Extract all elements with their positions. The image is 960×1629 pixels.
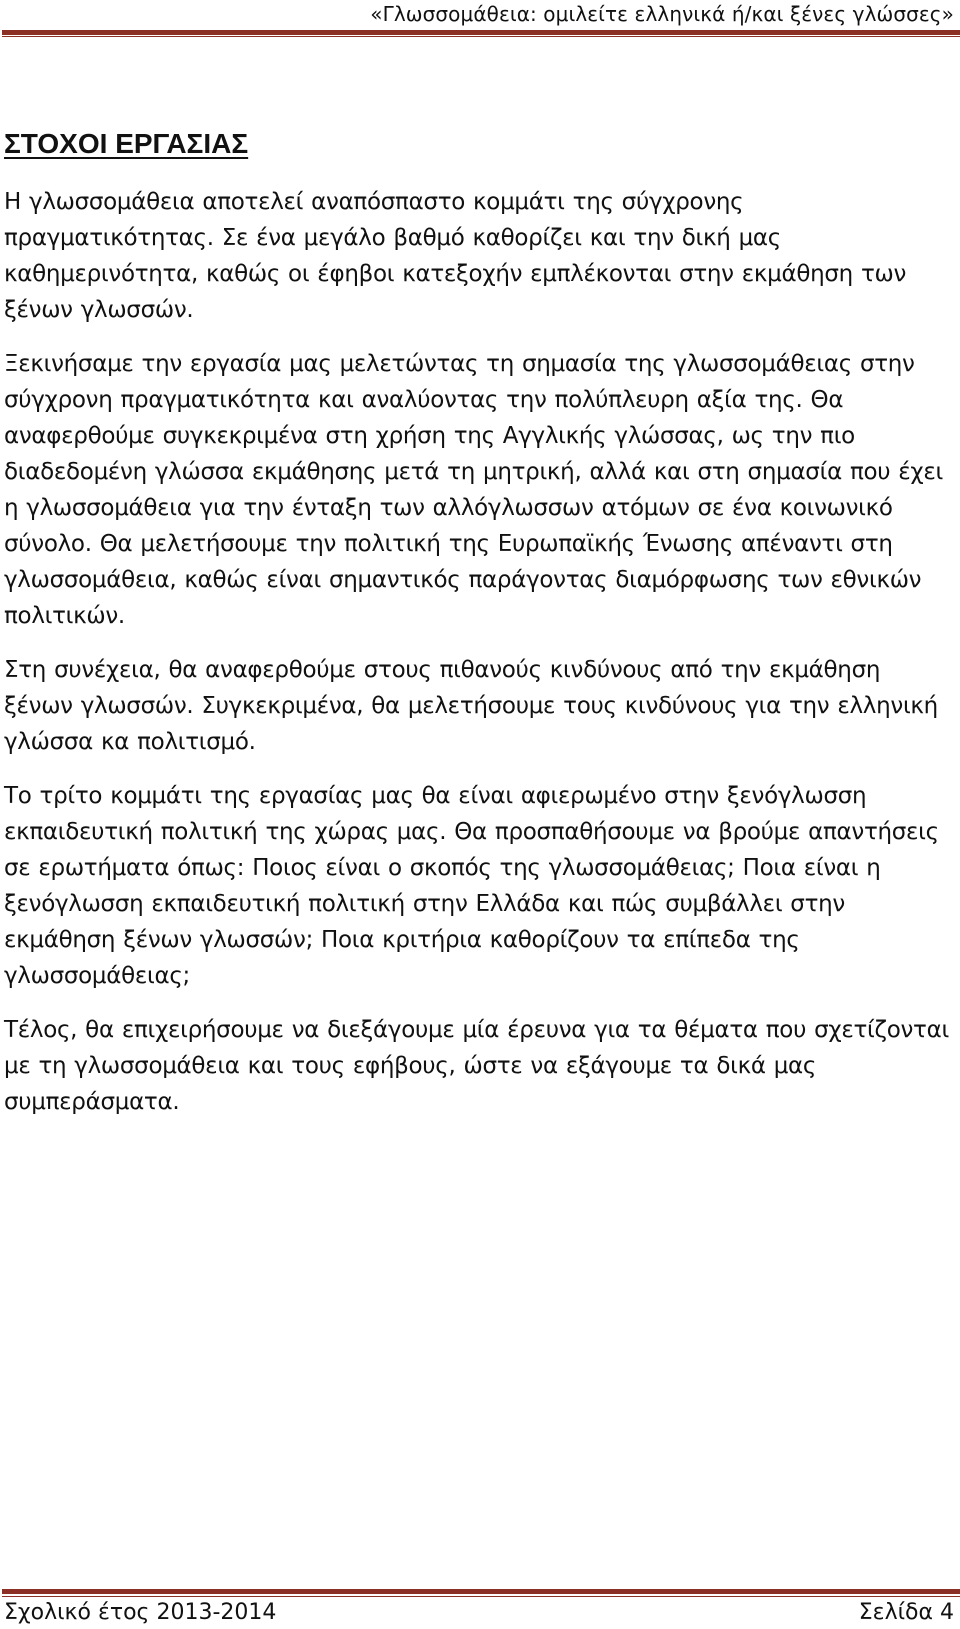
paragraph-intro: Η γλωσσομάθεια αποτελεί αναπόσπαστο κομμάτι της σύγχρονης πραγματικότητας. Σε ένα μεγάλο βαθμό καθορίζει και την δική μας καθημερινότητα, καθώς οι έφηβοι κατεξοχήν εμπλέκονται στην εκμάθηση των ξένων γλωσσών. [4, 189, 906, 323]
paragraph-risks: Στη συνέχεια, θα αναφερθούμε στους πιθανούς κινδύνους από την εκμάθηση ξένων γλωσσών. Συγκεκριμένα, θα μελετήσουμε τους κινδύνους για την ελληνική γλώσσα κα πολιτισμό. [4, 657, 938, 755]
main-content [4, 128, 956, 1138]
header-title: «Γλωσσομάθεια: ομιλείτε ελληνικά ή/και ξένες γλώσσες» [370, 2, 954, 26]
paragraph-research-start: Ξεκινήσαμε την εργασία μας μελετώντας τη σημασία της γλωσσομάθειας στην σύγχρονη πραγματικότητα και αναλύοντας την πολύπλευρη αξία της. Θα αναφερθούμε συγκεκριμένα στη χρήση της Αγγλικής γλώσσας, ως την πιο διαδεδομένη γλώσσα εκμάθησης μετά τη μητρική, αλλά και στη σημασία που έχει η γλωσσομάθεια για την ένταξη των αλλόγλωσσων ατόμων σε ένα κοινωνικό σύνολο. Θα μελετήσουμε την πολιτική της Ευρωπαϊκής Ένωσης απέναντι στη γλωσσομάθεια, καθώς είναι σημαντικός παράγοντας διαμόρφωσης των εθνικών πολιτικών. [4, 351, 944, 629]
section-heading: ΣΤΟΧΟΙ ΕΡΓΑΣΙΑΣ [4, 128, 249, 159]
paragraph-education-policy: Το τρίτο κομμάτι της εργασίας μας θα είναι αφιερωμένο στην ξενόγλωσση εκπαιδευτική πολιτική της χώρας μας. Θα προσπαθήσουμε να βρούμε απαντήσεις σε ερωτήματα όπως: Ποιος είναι ο σκοπός της γλωσσομάθειας; Ποια είναι η ξενόγλωσση εκπαιδευτική πολιτική στην Ελλάδα και πώς συμβάλλει στην εκμάθηση ξένων γλωσσών; Ποια κριτήρια καθορίζουν τα επίπεδα της γλωσσομάθειας; [4, 783, 939, 989]
header-rule-thin [2, 36, 960, 37]
header-rule [2, 30, 960, 35]
footer-rule-thin [2, 1596, 960, 1597]
paragraph-conclusion: Τέλος, θα επιχειρήσουμε να διεξάγουμε μία έρευνα για τα θέματα που σχετίζονται με τη γλωσσομάθεια και τους εφήβους, ώστε να εξάγουμε τα δικά μας συμπεράσματα. [4, 1017, 949, 1115]
footer-page-number: Σελίδα 4 [858, 1600, 954, 1625]
footer-school-year: Σχολικό έτος 2013-2014 [4, 1600, 277, 1625]
footer-rule [2, 1589, 960, 1594]
